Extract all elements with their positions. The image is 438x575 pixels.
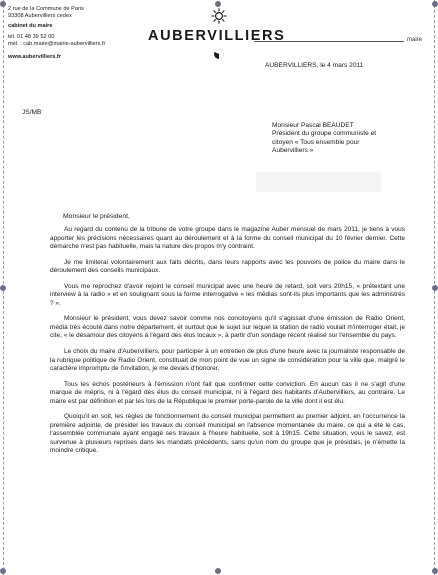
phone-number: tél. 01 48 39 52 00 xyxy=(8,33,55,40)
office-title: maire xyxy=(407,37,423,43)
recipient-line: citoyen « Tous ensemble pour xyxy=(272,138,360,146)
punch-hole-top-left xyxy=(0,1,6,7)
office-label: cabinet du maire xyxy=(8,23,53,30)
body-paragraph: Au regard du contenu de la tribune de votre groupe dans le magazine Auber mensuel de mars 2011, je tiens à vous apporter les précisions nécessaires quant au déroulement et à la forme du conseil municipal du 10 février dernier. Cette démarche n'est pas habituelle, mais la nature des propos m'y contraint. xyxy=(50,226,405,251)
salutation: Monsieur le président, xyxy=(63,213,130,220)
body-paragraph: Tous les échos postérieurs à l'émission n'ont fait que confirmer cette conviction. En aucun cas il ne s'agit d'une marque de mépris, ni à l'égard des élus du conseil municipal, ni à l'égard des habitants d'Aubervilliers, au contraire. Le maire est par définition et par les lois de la République le premier porte-parole de la ville dont il est élu. xyxy=(50,380,405,405)
punch-hole-top-center xyxy=(215,1,221,7)
recipient-block xyxy=(272,122,376,156)
letter-body xyxy=(50,226,405,463)
city-name-logo: AUBERVILLIERS xyxy=(148,28,286,44)
sun-logo-icon xyxy=(211,8,227,24)
letterhead-rule xyxy=(254,41,404,42)
recipient-line: Aubervilliers » xyxy=(272,147,314,155)
recipient-line: Président du groupe communiste et xyxy=(272,130,377,138)
moon-logo-icon xyxy=(213,48,225,60)
punch-hole-bottom-right xyxy=(432,568,438,574)
address-line-1: 2 rue de la Commune de Paris xyxy=(8,6,84,12)
body-paragraph: Le choix du maire d'Aubervilliers, pour participer à un entretien de plus d'une heure avec la journaliste responsable de la rubrique politique de Radio Orient, constituait de mon point de vue un signe de considération pour la ville que, malgré le caractère impromptu de l'invitation, je me devais d'honorer. xyxy=(50,348,405,373)
body-paragraph: Monsieur le président, vous devez savoir comme nos concitoyens qu'il s'agissait d'une émission de Radio Orient, média très écouté dans notre département, et surtout que le sujet sur lequel la station de radio voulait m'interroger était, je cite, « le désamour des citoyens à l'égard des élus locaux », à partir d'un sondage récent réalisé sur l'ensemble du pays. xyxy=(50,315,405,340)
reference-initials: JS/MB xyxy=(22,109,42,116)
body-paragraph: Je me limiterai volontairement aux faits décrits, dans leurs rapports avec les pouvoirs de police du maire dans le déroulement des conseils municipaux. xyxy=(50,258,405,275)
body-paragraph: Quoiqu'il en soit, les règles de fonctionnement du conseil municipal permettent au premier adjoint, en l'occurrence la première adjointe, de présider les travaux du conseil municipal en l'absence momentanée du maire, ce qui a été le cas, l'assemblée communale ayant engagé ses travaux à l'heure habituelle, soit à 19h15. Cette situation, vous le savez, est survenue à plusieurs reprises dans les mandats précédents, sans qu'un nom du groupe que je présidais, je n'émette la moindre critique. xyxy=(50,413,405,455)
letter-date: AUBERVILLIERS, le 4 mars 2011 xyxy=(265,62,364,69)
punch-hole-bottom-center xyxy=(215,568,221,574)
website-link[interactable]: www.aubervilliers.fr xyxy=(8,54,61,61)
body-paragraph: Vous me reprochez d'avoir rejoint le conseil municipal avec une heure de retard, soit vers 20h15, « prétextant une interview à la radio » et en soulignant sous la forme interrogative « les médias sont-ils plus importants que les administrés ? ». xyxy=(50,282,405,307)
redacted-address xyxy=(256,172,381,192)
punch-hole-mid-right xyxy=(432,285,438,291)
punch-hole-top-right xyxy=(432,1,438,7)
address-line-2: 93308 Aubervilliers cedex xyxy=(8,13,72,20)
recipient-line: Monsieur Pascal BEAUDET xyxy=(272,122,354,129)
letterhead-address xyxy=(8,6,105,61)
punch-hole-bottom-left xyxy=(0,568,6,574)
email-address: mél. : cab.maire@mairie-aubervilliers.fr xyxy=(8,40,106,47)
punch-hole-mid-left xyxy=(0,285,6,291)
